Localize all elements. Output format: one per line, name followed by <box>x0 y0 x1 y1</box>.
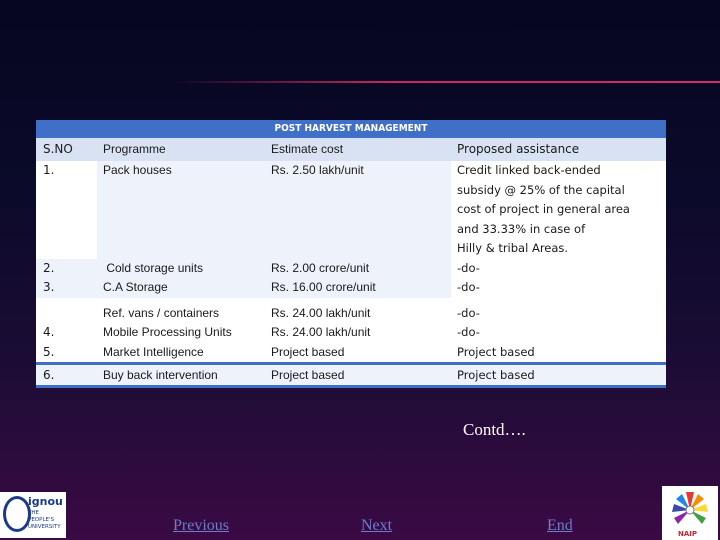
assistance-cell: -do- <box>457 280 480 294</box>
contd-text: Contd…. <box>463 420 526 439</box>
assistance-line: cost of project in general area <box>457 202 630 216</box>
naip-emblem-icon <box>662 486 718 530</box>
header-estimate-cost: Estimate cost <box>265 138 451 161</box>
assistance-cell: -do- <box>457 305 480 320</box>
sno-cell: 3. <box>43 280 55 294</box>
row-separator <box>36 385 666 388</box>
cost-cell: Project based <box>271 344 345 359</box>
cost-cell: Rs. 16.00 crore/unit <box>271 280 376 294</box>
previous-link[interactable]: Previous <box>173 517 229 534</box>
programme-cell: Buy back intervention <box>97 365 265 385</box>
cost-cell: Rs. 2.50 lakh/unit <box>271 163 364 177</box>
assistance-cell: Project based <box>457 344 535 359</box>
programme-cell: C.A Storage <box>103 280 168 294</box>
programme-cell: Mobile Processing Units <box>103 325 232 339</box>
assistance-cell: Project based <box>451 365 666 385</box>
table-row <box>36 365 666 385</box>
assistance-cell: -do- <box>457 260 480 275</box>
ignou-logo-subtitle: THE PEOPLE'S <box>28 510 54 523</box>
assistance-line: subsidy @ 25% of the capital <box>457 182 625 197</box>
table-row <box>36 161 666 259</box>
ignou-logo-text: ignou <box>28 495 63 508</box>
ignou-logo-subtitle: UNIVERSITY <box>28 524 61 530</box>
cost-cell: Project based <box>265 365 451 385</box>
header-programme: Programme <box>97 138 265 161</box>
decorative-rule <box>170 81 720 83</box>
table-row <box>36 298 666 363</box>
cost-cell: Rs. 24.00 lakh/unit <box>271 305 371 320</box>
post-harvest-table <box>36 120 666 388</box>
sno-cell: 1. <box>43 163 55 177</box>
sno-cell: 4. <box>43 325 55 339</box>
assistance-line: and 33.33% in case of <box>457 221 586 236</box>
table-row <box>36 259 666 298</box>
next-link[interactable]: Next <box>361 517 393 534</box>
ignou-logo <box>0 492 66 538</box>
sno-cell: 5. <box>43 344 55 359</box>
programme-cell: Ref. vans / containers <box>103 305 220 320</box>
cost-cell: Rs. 24.00 lakh/unit <box>271 325 371 339</box>
sno-cell <box>43 304 97 324</box>
naip-logo-text: NAIP <box>678 530 698 538</box>
end-link[interactable]: End <box>547 517 573 534</box>
programme-cell: Pack houses <box>103 163 172 177</box>
assistance-line: Credit linked back-ended <box>457 163 601 177</box>
cost-cell: Rs. 2.00 crore/unit <box>271 260 370 275</box>
header-sno: S.NO <box>36 138 97 161</box>
programme-cell: Market Intelligence <box>103 344 204 359</box>
sno-cell: 2. <box>43 260 55 275</box>
assistance-line: Hilly & tribal Areas. <box>457 241 569 255</box>
table-title: POST HARVEST MANAGEMENT <box>36 120 666 138</box>
naip-logo <box>662 486 718 540</box>
sno-cell: 6. <box>36 365 97 385</box>
header-proposed-assistance: Proposed assistance <box>451 138 666 161</box>
programme-cell: Cold storage units <box>103 260 204 275</box>
ignou-emblem-icon <box>3 496 31 532</box>
assistance-cell: -do- <box>457 325 480 339</box>
header-row <box>36 138 666 161</box>
